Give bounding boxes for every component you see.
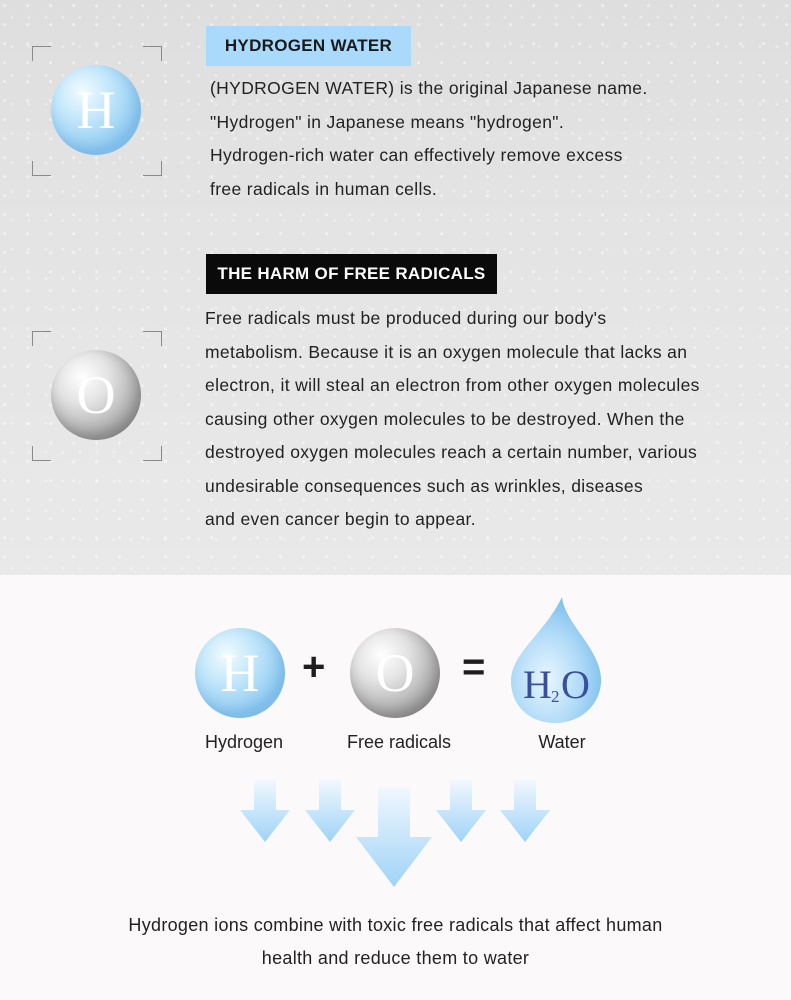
- radicals-line-7: and even cancer begin to appear.: [205, 509, 476, 529]
- hydrogen-orb-icon: [195, 628, 285, 718]
- hydrogen-orb-letter: H: [220, 643, 260, 703]
- radicals-line-3: electron, it will steal an electron from other oxygen molecules: [205, 375, 700, 395]
- free-radicals-text: [205, 302, 700, 537]
- oxygen-icon: [51, 350, 141, 440]
- oxygen-orb-icon: [350, 628, 440, 718]
- footer-line-2: health and reduce them to water: [261, 948, 530, 968]
- hydrogen-line-3: Hydrogen-rich water can effectively remove excess: [210, 145, 623, 165]
- hydrogen-line-2: "Hydrogen" in Japanese means "hydrogen".: [210, 111, 565, 132]
- equation-panel: [0, 575, 791, 1000]
- water-formula-sub: 2: [551, 687, 560, 706]
- hydrogen-line-1: (HYDROGEN WATER) is the original Japanese name.: [210, 78, 648, 98]
- hydrogen-water-text: [210, 72, 648, 206]
- free-radicals-label: Free radicals: [346, 732, 452, 752]
- hydrogen-icon: [51, 65, 141, 155]
- footer-line-1: Hydrogen ions combine with toxic free radicals that affect human: [128, 915, 663, 935]
- radicals-line-6: undesirable consequences such as wrinkles, diseases: [205, 475, 644, 496]
- radicals-line-2: metabolism. Because it is an oxygen molecule that lacks an: [205, 341, 688, 362]
- water-drop-icon: [505, 595, 605, 725]
- hydrogen-line-4: free radicals in human cells.: [210, 178, 438, 199]
- radicals-line-5: destroyed oxygen molecules reach a certain number, various: [205, 442, 698, 462]
- water-formula-o: O: [561, 662, 590, 707]
- hydrogen-icon-letter: H: [76, 80, 116, 140]
- down-arrow-icon: [500, 780, 550, 842]
- down-arrow-icon: [240, 780, 290, 842]
- equals-sign: =: [462, 645, 486, 689]
- free-radicals-heading: THE HARM OF FREE RADICALS: [206, 254, 497, 294]
- down-arrow-icon: [436, 780, 486, 842]
- oxygen-orb-letter: O: [375, 643, 415, 703]
- radicals-line-4: causing other oxygen molecules to be destroyed. When the: [205, 408, 685, 429]
- radicals-line-1: Free radicals must be produced during our body's: [205, 308, 607, 328]
- hydrogen-water-heading: HYDROGEN WATER: [206, 26, 411, 66]
- hydrogen-label: Hydrogen: [204, 732, 284, 752]
- plus-sign: +: [302, 645, 326, 689]
- oxygen-icon-letter: O: [76, 365, 116, 425]
- water-label: Water: [538, 732, 586, 752]
- down-arrow-icon: [305, 780, 355, 842]
- water-formula-h: H: [523, 662, 552, 707]
- large-down-arrow-icon: [356, 787, 432, 887]
